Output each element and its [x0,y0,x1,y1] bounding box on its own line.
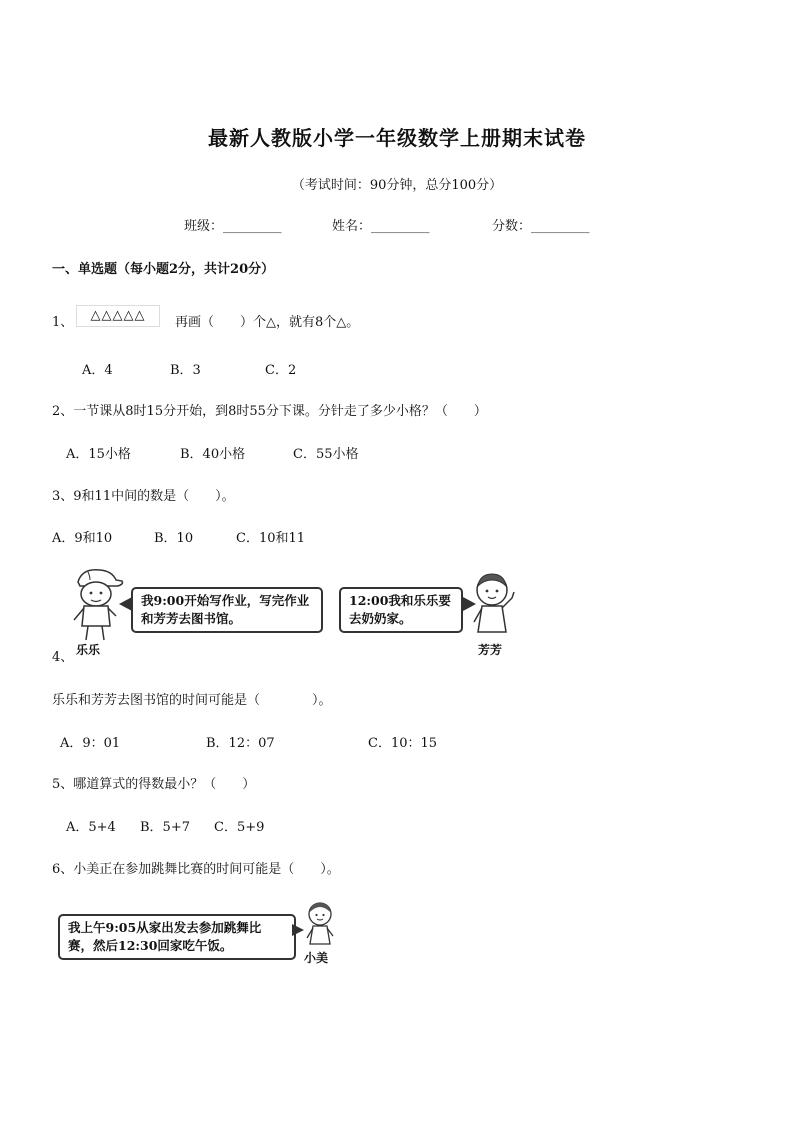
option-c: C．55小格 [293,447,359,462]
option-b: B．12：07 [206,736,275,751]
option-a: A．9：01 [60,736,121,751]
option-c: C．2 [265,363,297,378]
name-field: 姓名：_________ [332,219,430,234]
question-1 [52,311,73,330]
triangles-image: △△△△△ [76,305,160,327]
question-4-text: 乐乐和芳芳去图书馆的时间可能是（ ）。 [52,693,332,708]
option-b: B．3 [170,363,201,378]
score-field: 分数：_________ [492,219,590,234]
option-c: C．10和11 [236,531,306,546]
question-5-options [66,816,264,835]
question-4-number: 4、 [52,650,74,665]
option-b: B．40小格 [180,447,246,462]
question-2-text: 2、一节课从8时15分开始，到8时55分下课。分针走了多少小格？（ ） [52,404,487,419]
speech-bubble-fangfang: 12:00我和乐乐要去奶奶家。 [339,587,463,633]
question-1-options [82,359,296,378]
question-1-text: 再画（ ）个△，就有8个△。 [175,315,360,330]
xiaomei-illustration-icon [302,900,338,952]
speech-bubble-lele: 我9:00开始写作业，写完作业和芳芳去图书馆。 [131,587,323,633]
class-field: 班级：_________ [184,219,282,234]
caption-fangfang: 芳芳 [478,643,503,657]
question-2-options [66,443,359,462]
option-b: B．10 [154,531,194,546]
question-6-text: 6、小美正在参加跳舞比赛的时间可能是（ ）。 [52,862,340,877]
question-4-options [60,732,437,751]
question-number: 1、 [52,315,74,330]
caption-lele: 乐乐 [76,643,101,657]
option-a: A．4 [82,363,113,378]
option-c: C．10：15 [368,736,438,751]
option-b: B．5+7 [140,820,190,835]
boy-illustration-icon [60,562,126,642]
option-a: A．15小格 [66,447,131,462]
page-title: 最新人教版小学一年级数学上册期末试卷 [208,126,586,150]
question-5-text: 5、哪道算式的得数最小？（ ） [52,777,256,792]
section-heading: 一、单选题（每小题2分，共计20分） [52,262,275,277]
caption-xiaomei: 小美 [304,951,329,965]
bubble-tail [119,597,132,611]
girl-illustration-icon [466,570,520,640]
question-3-options [52,527,305,546]
option-a: A．9和10 [52,531,113,546]
option-a: A．5+4 [66,820,116,835]
speech-bubble-xiaomei: 我上午9:05从家出发去参加跳舞比赛，然后12:30回家吃午饭。 [58,914,296,960]
question-3-text: 3、9和11中间的数是（ ）。 [52,489,235,504]
option-c: C．5+9 [214,820,265,835]
exam-subtitle: （考试时间：90分钟，总分100分） [291,178,503,193]
